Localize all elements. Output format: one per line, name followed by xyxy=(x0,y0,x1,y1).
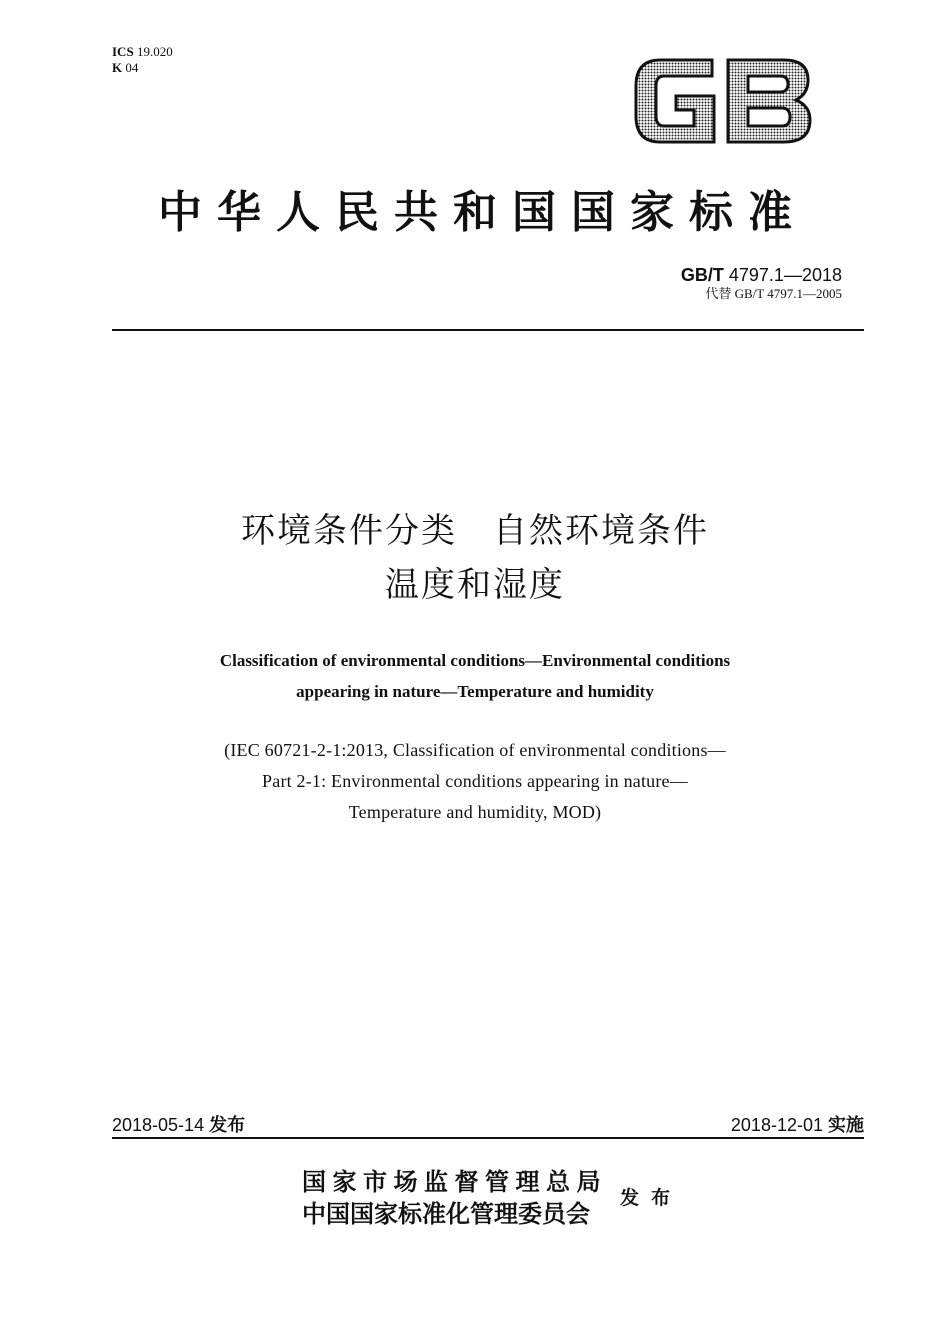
issuer-line-2: 中国国家标准化管理委员会 xyxy=(302,1199,590,1228)
ccs-label: K xyxy=(112,60,123,75)
chinese-title-line-2: 温度和湿度 xyxy=(385,565,565,605)
iec-reference-line-3: Temperature and humidity, MOD) xyxy=(348,802,602,822)
ics-code: 19.020 xyxy=(136,44,173,59)
footer-divider xyxy=(112,1137,864,1139)
chinese-title-line-1: 环境条件分类 自然环境条件 xyxy=(241,511,709,551)
standard-code: 4797.1—2018 xyxy=(728,265,842,285)
publish-label: 发布 xyxy=(620,1187,683,1209)
standard-prefix: GB/T xyxy=(680,265,724,285)
gb-logo-icon xyxy=(632,56,814,146)
iec-reference xyxy=(0,735,950,828)
ics-label: ICS xyxy=(112,44,134,59)
header-divider xyxy=(112,329,864,331)
iec-reference-line-1: (IEC 60721-2-1:2013, Classification of environmental conditions— xyxy=(224,740,726,760)
issuing-authorities xyxy=(302,1166,607,1230)
issue-date-block xyxy=(112,1111,245,1137)
implement-label: 实施 xyxy=(828,1115,864,1135)
chinese-title xyxy=(0,504,950,612)
english-title-line-1: Classification of environmental conditions—Environmental conditions xyxy=(219,651,731,670)
standard-number-block xyxy=(681,264,842,302)
standard-number xyxy=(681,264,842,286)
replaces-standard: 代替 GB/T 4797.1—2005 xyxy=(705,286,842,301)
issuer-line-1: 国家市场监督管理总局 xyxy=(302,1167,607,1196)
issue-label: 发布 xyxy=(209,1115,246,1135)
iec-reference-line-2: Part 2-1: Environmental conditions appearing in nature— xyxy=(262,771,688,791)
ccs-line xyxy=(112,60,173,76)
issue-date: 2018-05-14 xyxy=(112,1115,205,1135)
ics-line xyxy=(112,44,173,60)
standard-organization-title: 中华人民共和国国家标准 xyxy=(158,187,807,238)
implement-date: 2018-12-01 xyxy=(730,1115,823,1135)
english-title-line-2: appearing in nature—Temperature and humidity xyxy=(296,682,654,701)
implement-date-block xyxy=(731,1111,864,1137)
ccs-code: 04 xyxy=(125,60,139,75)
ics-classification xyxy=(112,44,173,76)
english-title xyxy=(0,645,950,707)
